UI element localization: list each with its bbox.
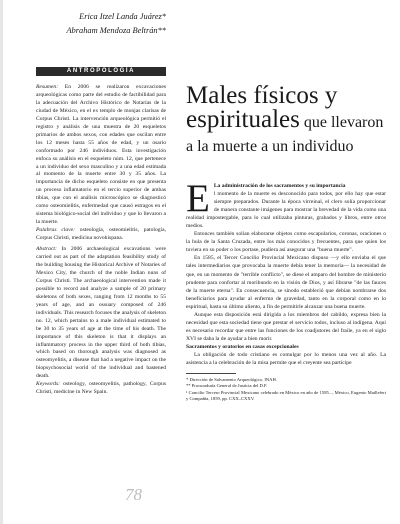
keywords-es-lead: Palabras clave: <box>36 227 75 234</box>
body-paragraph: En 1585, el Tercer Concilio Provincial Mexicano dispuso —y ello enviaba el que tales intermediarios que provocaba la muerte debía tener la memoria— la necesidad de que, en un momento de "terrible conflicto", se diese el amparo del hombre de ministerio prudente para confortar al moribundo en la visión de Dios, y así librarse "de las fauces de la muerte eterna". En consecuencia, se sinodo estableció que debían nombrarse dos beneficiarios para ayudar al enfermo de gravedad, tanto en la corporal como en lo espiritual, hasta su último aliento, a fin de permitirle alcanzar una buena muerte. <box>186 255 386 310</box>
author-name: Abraham Mendoza Beltrán** <box>66 25 166 35</box>
section-label: ANTROPOLOGÍA <box>36 67 166 76</box>
drop-cap: E <box>186 177 210 220</box>
title-line-2-small: que llevaron <box>299 114 384 131</box>
author-name: Erica Itzel Landa Juárez* <box>79 12 166 21</box>
body-paragraph: La obligación de todo cristiano es comulgar por lo menos una vez al año. La asistencia a la celebración de la misa permite que el creyente sea partícipe <box>186 351 386 367</box>
article-title <box>186 84 386 159</box>
footnote: ¹ Concilio Tercero Provincial Mexicano celebrado en México en año de 1585..., México, Eugenio Maillefert y Compañía, 1859, pp. CXX–CXXV. <box>186 389 386 401</box>
body-paragraph: l momento de la muerte es desconocido para todos, por ello hay que estar siempre preparados. Durante la época virreinal, el clero solía proporcionar de manera constante imágenes para mostrar la brevedad de la vida como una realidad impostergable, para lo cual utilizaba pinturas, grabados y libros, entre otros medios. <box>186 191 386 230</box>
body-paragraph: Entonces también solían elaborarse objetos como escapularios, coronas, oraciones o la bula de la Santa Cruzada, entre los más conocidos y frecuentes, para que quien los tuviera en su poder o los portase, pudiera así asegurar una "buena muerte". <box>186 231 386 254</box>
keywords-en-text: osteology, osteomyelitis, pathology, Corpus Christi, medicine in New Spain. <box>36 381 166 396</box>
keywords-en-lead: Keywords: <box>36 381 61 388</box>
abstract-column <box>36 84 166 397</box>
footnote: ** Procuraduría General de Justicia del D.F. <box>186 383 268 389</box>
keywords-es-text: osteología, osteomielitis, patología, Corpus Christi, medicina novohispana. <box>36 227 166 242</box>
title-line-1: Males físicos y <box>186 82 338 109</box>
keywords-en <box>36 381 166 397</box>
abstract-en <box>36 246 166 381</box>
article-body <box>186 177 386 402</box>
title-line-3: a la muerte a un individuo <box>186 138 354 155</box>
body-paragraph: Aunque esta disposición está dirigida a los miembros del cabildo, expresa bien la necesidad que esta sociedad tiene que prestar el servicio todos, incluso al indígena. Aquí es necesario recordar que entre las funciones de los coadjutores del fraile, ya en el siglo XVI se daba la de ayudar a bien morir. <box>186 311 386 342</box>
footnote-rule <box>186 373 236 374</box>
abstract-es-text: En 2006 se realizaron excavaciones arqueológicas como parte del estudio de factibilidad para la adecuación del Archivo Histórico de Notarías de la ciudad de México, en el ex templo de monjas clarisas de Corpus Christi. La intervención arqueológica permitió el registro y análisis de una muestra de 20 esqueletos primarios de ambos sexos, con edades que oscilan entre los 12 meses hasta 55 años de edad, y un osario conformado por 246 individuos. Esta investigación enfoca su análisis en el esqueleto núm. 12, que pertenece a un individuo del sexo masculino y a una edad estimada al momento de la muerte entre 30 y 35 años. La importancia de dicho esqueleto consiste en que presenta un proceso inflamatorio en el tercio superior de ambas tibias, que con el análisis microscópico se diagnosticó como osteomielitis, enfermedad que causó estragos en el sistema biológico-social del individuo y que lo llevaron a la muerte. <box>36 84 166 226</box>
section-kicker: La administración de los sacramentos y su importancia <box>213 183 346 189</box>
abstract-es-lead: Resumen: <box>36 84 59 90</box>
title-line-2-big: espirituales <box>186 106 300 133</box>
authors-block <box>36 10 166 37</box>
page-number: 78 <box>125 485 142 504</box>
page-fold-shadow <box>0 0 3 524</box>
abstract-es <box>36 84 166 227</box>
footnote: * Dirección de Salvamento Arqueológico, INAH. <box>186 377 277 383</box>
title-line-2 <box>186 108 386 135</box>
abstract-en-lead: Abstract: <box>36 246 57 253</box>
section-subhead: Sacramentos y oratorios en casas excepcionales <box>186 343 299 350</box>
keywords-es <box>36 227 166 243</box>
abstract-en-text: In 2006 archaeological excavations were carried out as part of the adaptation feasibility study of the building housing the Historical Archive of Notaries of Mexico City, the church of the noble Indian nuns of Corpus Christi. The archaeological intervention made it possible to record and analyze a sample of 20 primary skeletons of both sexes, ranging from 12 months to 55 years of age, and an ossuary composed of 246 individuals. This research focuses the analysis of skeleton no. 12, which pertains to a male individual estimated to be 30 to 35 years of age at the time of his death. The importance of this skeleton is that it displays an inflammatory process in the upper third of both tibias, which based on thorough analysis was diagnosed as osteomyelitis, a disease that had a negative impact on the biopsychosocial world of the individual and hastened death. <box>36 246 166 380</box>
